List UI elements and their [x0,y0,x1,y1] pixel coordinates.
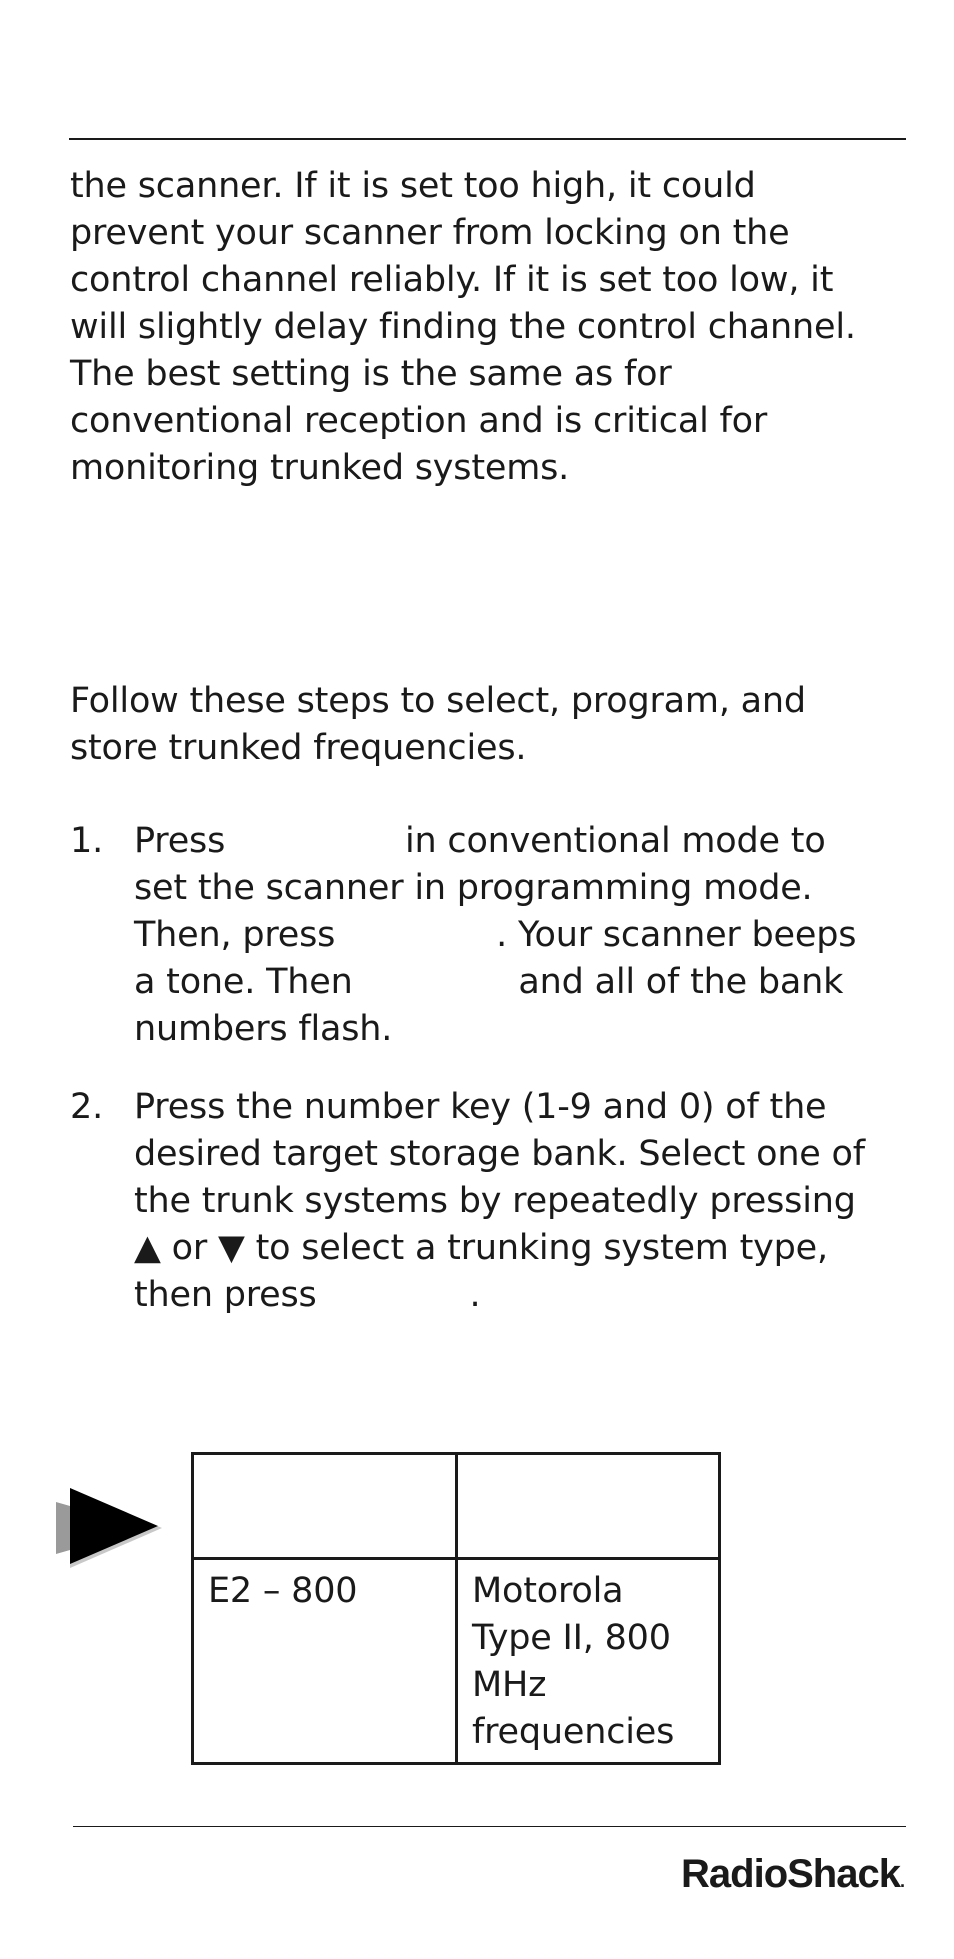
brand-mark: . [899,1871,904,1891]
step-text-part: in conventional mode to set the scanner in programming mode. Then, press [134,821,826,955]
brand-logo [681,1852,904,1897]
table-row [193,1559,720,1764]
table-cell-system-description: Motorola Type II, 800 MHz frequencies [457,1559,720,1764]
table-header-cell [193,1454,457,1559]
step-text-part: and all of the bank numbers flash. [134,962,844,1049]
step-text-part: Press [134,821,237,861]
top-rule [69,138,906,140]
pointer-shadow [56,1502,70,1554]
intro-paragraph: the scanner. If it is set too high, it could prevent your scanner from locking on the control channel reliably. If it is set too low, it will slightly delay finding the control channel. The best setting is the same as for conventional reception and is critical for monitoring trunked systems. [70,166,856,488]
step-text-part: . Your scanner beeps a tone. Then [134,915,857,1002]
step-number: 1. [70,821,103,861]
step-number: 2. [70,1087,103,1127]
step-text-part: . [469,1275,481,1315]
table-header-cell [457,1454,720,1559]
bottom-rule [73,1826,906,1827]
table-header-row [193,1454,720,1559]
trunk-system-table [191,1452,721,1765]
step-text [134,818,874,1053]
steps-intro-paragraph: Follow these steps to select, program, and store trunked frequencies. [70,681,806,768]
brand-name: RadioShack [681,1852,900,1896]
step-text [134,1084,874,1319]
table-cell-system-code: E2 – 800 [193,1559,457,1764]
step-text-part: Press the number key (1-9 and 0) of the desired target storage bank. Select one of the trunk systems by repeatedly pressing ▲ or ▼ to select a trunking system type, then press [134,1087,865,1315]
pointer-arrow [70,1488,158,1564]
right-arrow-pointer-icon [56,1488,168,1570]
